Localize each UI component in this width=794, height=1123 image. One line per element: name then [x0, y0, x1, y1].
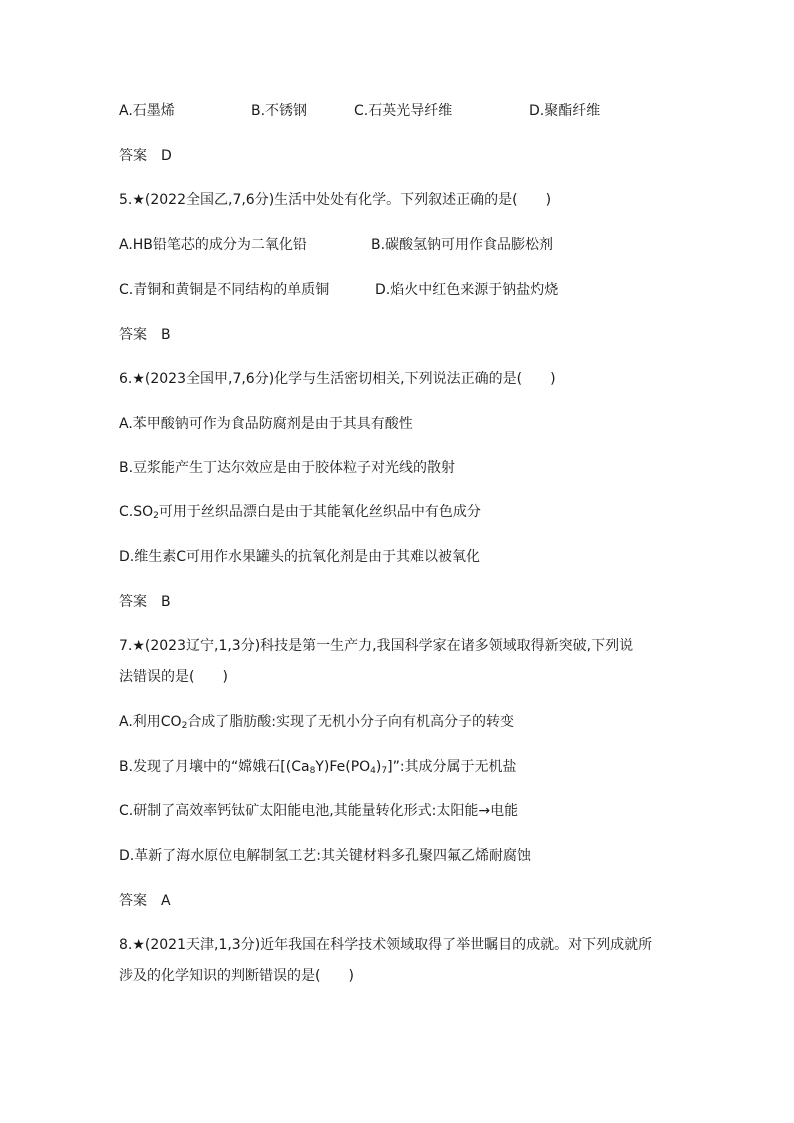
answer-label: 答案	[119, 893, 147, 909]
q7-stem-line-2: 法错误的是( )	[119, 669, 228, 685]
q5-option-d: D.焰火中红色来源于钠盐灼烧	[375, 282, 559, 298]
q6-answer	[119, 592, 171, 612]
q5-option-a: A.HB铅笔芯的成分为二氧化铅	[119, 237, 307, 253]
answer-value: B	[161, 327, 171, 343]
q7-option-b-mid: Y)Fe(PO	[315, 759, 371, 775]
q7-option-d: D.革新了海水原位电解制氢工艺:其关键材料多孔聚四氟乙烯耐腐蚀	[119, 848, 531, 864]
q4-option-a: A.石墨烯	[119, 103, 175, 119]
q6-option-b: B.豆浆能产生丁达尔效应是由于胶体粒子对光线的散射	[119, 460, 456, 476]
q7-option-c: C.研制了高效率钙钛矿太阳能电池,其能量转化形式:太阳能→电能	[119, 803, 519, 819]
q6-option-d: D.维生素C可用作水果罐头的抗氧化剂是由于其难以被氧化	[119, 549, 481, 565]
answer-label: 答案	[119, 148, 147, 164]
q7-option-a-prefix: A.利用CO	[119, 714, 182, 730]
q7-option-a-rest: 合成了脂肪酸:实现了无机小分子向有机高分子的转变	[187, 714, 515, 730]
q7-option-a-subscript: 2	[181, 721, 188, 731]
q7-stem-line-1: 7.★(2023辽宁,1,3分)科技是第一生产力,我国科学家在诸多领域取得新突破,下列说	[119, 638, 634, 654]
answer-label: 答案	[119, 327, 147, 343]
q7-answer	[119, 891, 171, 911]
q4-option-c: C.石英光导纤维	[354, 103, 453, 119]
q6-option-a: A.苯甲酸钠可作为食品防腐剂是由于其具有酸性	[119, 416, 413, 432]
q7-option-b	[119, 757, 517, 777]
q5-option-c: C.青铜和黄铜是不同结构的单质铜	[119, 282, 330, 298]
answer-value: D	[161, 148, 172, 164]
q5-stem: 5.★(2022全国乙,7,6分)生活中处处有化学。下列叙述正确的是( )	[119, 192, 552, 208]
q6-option-c-rest: 可用于丝织品漂白是由于其能氧化丝织品中有色成分	[158, 504, 481, 520]
answer-label: 答案	[119, 594, 147, 610]
q6-stem: 6.★(2023全国甲,7,6分)化学与生活密切相关,下列说法正确的是( )	[119, 371, 556, 387]
q4-answer	[119, 146, 172, 166]
q7-option-b-subscript-2: 4	[370, 766, 376, 776]
q7-option-b-subscript-1: 8	[309, 766, 316, 776]
q4-option-b: B.不锈钢	[251, 103, 308, 119]
q6-option-c-subscript: 2	[153, 511, 159, 521]
q5-option-b: B.碳酸氢钠可用作食品膨松剂	[371, 237, 554, 253]
answer-value: A	[161, 893, 171, 909]
q6-option-c-prefix: C.SO	[119, 504, 154, 520]
q5-answer	[119, 325, 171, 345]
q8-stem-line-2: 涉及的化学知识的判断错误的是( )	[119, 968, 354, 984]
q4-option-d: D.聚酯纤维	[529, 103, 601, 119]
q8-stem-line-1: 8.★(2021天津,1,3分)近年我国在科学技术领域取得了举世瞩目的成就。对下列成就所	[119, 937, 653, 953]
q7-option-a	[119, 712, 514, 732]
q7-option-b-prefix: B.发现了月壤中的“嫦娥石[(Ca	[119, 759, 310, 775]
q7-option-b-rest: ]”:其成分属于无机盐	[387, 759, 517, 775]
q7-option-b-subscript-3: 7	[381, 766, 388, 776]
q6-option-c	[119, 502, 481, 522]
answer-value: B	[161, 594, 171, 610]
q7-option-b-mid-2: )	[375, 759, 382, 775]
